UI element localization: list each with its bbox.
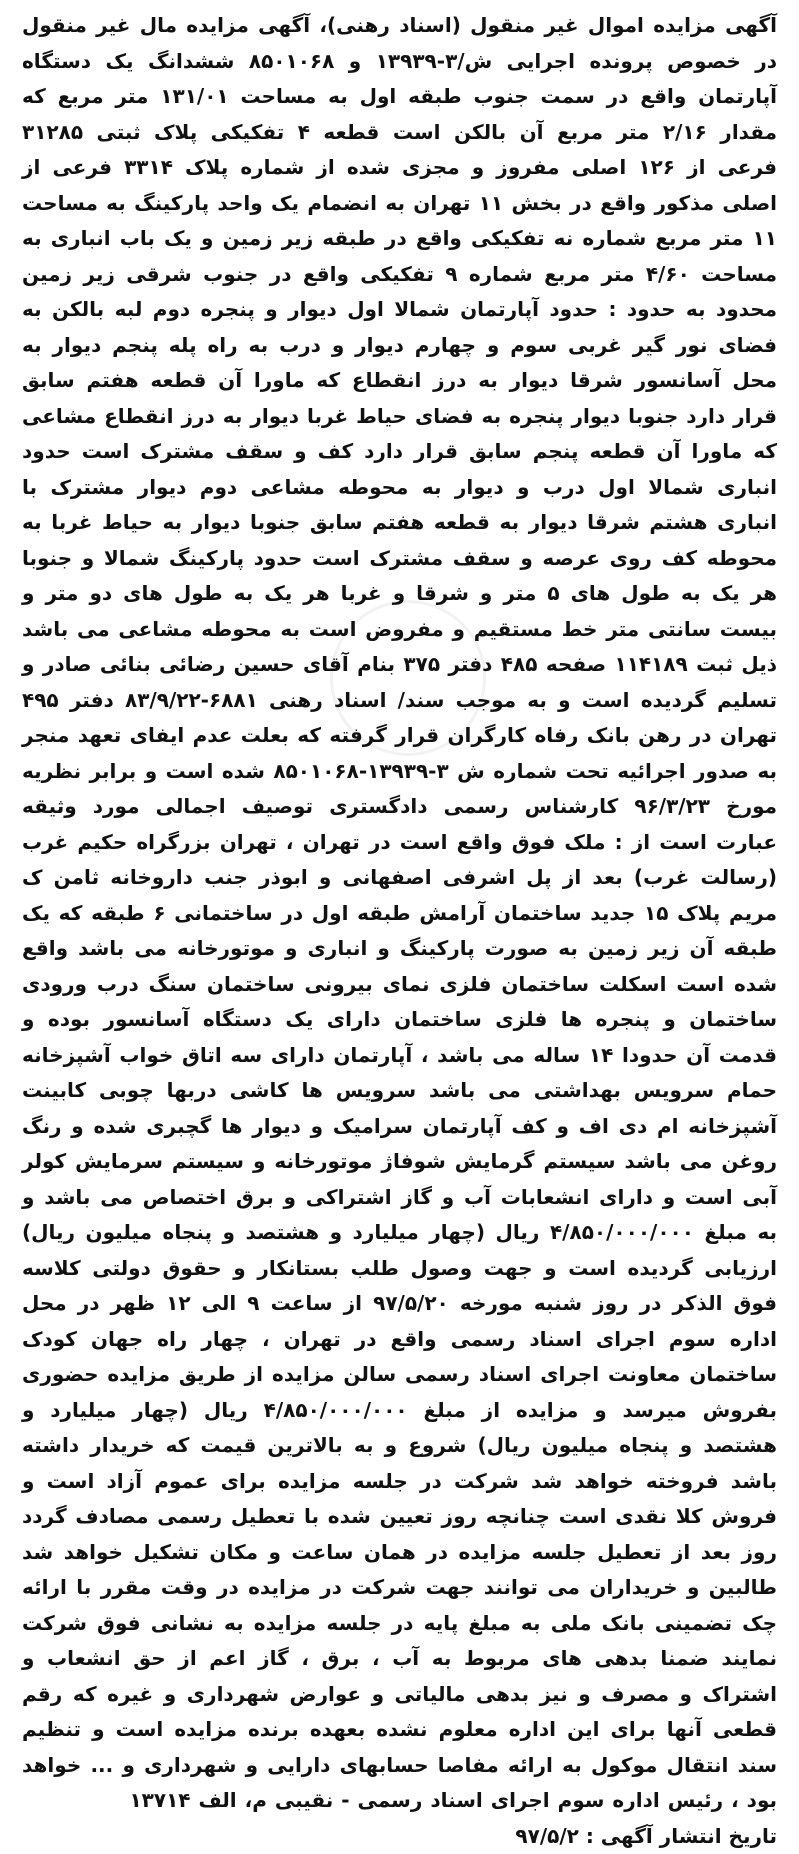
auction-notice: [22, 8, 777, 1638]
notice-body-text: آگهی مزایده اموال غیر منقول (اسناد رهنی)، آگهی مزایده مال غیر منقول در خصوص پرونده اجرایی ش/۳-۱۳۹۳۹ و ۸۵۰۱۰۶۸ ششدانگ یک دستگاه آپارتمان واقع در سمت جنوب طبقه اول به مساحت ۱۳۱/۰۱ متر مربع که مقدار ۲/۱۶ متر مربع آن بالکن است قطعه ۴ تفکیکی پلاک ثبتی ۳۱۲۸۵ فرعی از ۱۲۶ اصلی مفروز و مجزی شده از شماره پلاک ۳۳۱۴ فرعی از اصلی مذکور واقع در بخش ۱۱ تهران به انضمام یک واحد پارکینگ به مساحت ۱۱ متر مربع شماره نه تفکیکی واقع در طبقه زیر زمین و یک باب انباری به مساحت ۴/۶۰ متر مربع شماره ۹ تفکیکی واقع در جنوب شرقی زیر زمین محدود به حدود : حدود آپارتمان شمالا اول دیوار و پنجره دوم لبه بالکن به فضای نور گیر غربی سوم و چهارم دیوار و درب به راه پله پنجم دیوار به محل آسانسور شرقا دیوار به درز انقطاع که ماورا آن قطعه هفتم سابق قرار دارد جنوبا دیوار پنجره به فضای حیاط غربا دیوار به درز انقطاع مشاعی که ماورا آن قطعه پنجم سابق قرار دارد کف و سقف مشترک است حدود انباری شمالا اول درب و دیوار به محوطه مشاعی دوم دیوار مشترک با انباری هشتم شرقا دیوار به قطعه هفتم سابق جنوبا دیوار به حیاط غربا به محوطه کف روی عرصه و سقف مشترک است حدود پارکینگ شمالا و جنوبا هر یک به طول های ۵ متر و شرقا و غربا هر یک به طول های دو متر و بیست سانتی متر خط مستقیم و مفروض است به محوطه مشاعی می باشد ذیل ثبت ۱۱۴۱۸۹ صفحه ۴۸۵ دفتر ۳۷۵ بنام آقای حسین رضائی بنائی صادر و تسلیم گردیده است و به موجب سند/ اسناد رهنی ۶۸۸۱-۸۳/۹/۲۲ دفتر ۴۹۵ تهران در رهن بانک رفاه کارگران قرار گرفته که بعلت عدم ایفای تعهد منجر به صدور اجرائیه تحت شماره ش ۳-۱۳۹۳۹-۸۵۰۱۰۶۸ شده است و برابر نظریه مورخ ۹۶/۳/۲۳ کارشناس رسمی دادگستری توصیف اجمالی مورد وثیقه عبارت است از : ملک فوق واقع است در تهران ، تهران بزرگراه حکیم غرب (رسالت غرب) بعد از پل اشرفی اصفهانی و ابوذر جنب داروخانه ثامن ک مریم پلاک ۱۵ جدید ساختمان آرامش طبقه اول در ساختمانی ۶ طبقه که یک طبقه آن زیر زمین به صورت پارکینگ و انباری و موتورخانه می باشد واقع شده است اسکلت ساختمان فلزی نمای بیرونی ساختمان سنگ درب ورودی ساختمان و پنجره ها فلزی ساختمان دارای یک دستگاه آسانسور بوده و قدمت آن حدودا ۱۴ ساله می باشد ، آپارتمان دارای سه اتاق خواب آشپزخانه حمام سرویس بهداشتی می باشد سرویس ها کاشی دربها چوبی کابینت آشپزخانه ام دی اف و کف آپارتمان سرامیک و دیوار ها گچبری شده و رنگ روغن می باشد سیستم گرمایش شوفاژ موتورخانه و سیستم سرمایش کولر آبی است و دارای انشعابات آب و گاز اشتراکی و برق اختصاص می باشد و به مبلغ ۴/۸۵۰/۰۰۰/۰۰۰ ریال (چهار میلیارد و هشتصد و پنجاه میلیون ریال) ارزیابی گردیده است و جهت وصول طلب بستانکار و حقوق دولتی کلاسه فوق الذکر در روز شنبه مورخه ۹۷/۵/۲۰ از ساعت ۹ الی ۱۲ ظهر در محل اداره سوم اجرای اسناد رسمی واقع در تهران ، چهار راه جهان کودک ساختمان معاونت اجرای اسناد رسمی سالن مزایده از طریق مزایده حضوری بفروش میرسد و مزایده از مبلغ ۴/۸۵۰/۰۰۰/۰۰۰ ریال (چهار میلیارد و هشتصد و پنجاه میلیون ریال) شروع و به بالاترین قیمت که خریدار داشته باشد فروخته خواهد شد شرکت در جلسه مزایده برای عموم آزاد است و فروش کلا نقدی است چنانچه روز تعیین شده با تعطیل رسمی مصادف گردد روز بعد از تعطیل جلسه مزایده در همان ساعت و مکان تشکیل خواهد شد طالبین و خریداران می توانند جهت شرکت در مزایده در وقت مقرر با ارائه چک تضمینی بانک ملی به مبلغ پایه در جلسه مزایده به نشانی فوق شرکت نمایند ضمنا بدهی های مربوط به آب ، برق ، گاز اعم از حق انشعاب و اشتراک و مصرف و نیز بدهی مالیاتی و عوارض شهرداری و غیره که رقم قطعی آنها برای این اداره معلوم نشده بعهده برنده مزایده است و تنظیم سند انتقال موکول به ارائه مفاصا حسابهای دارایی و شهرداری و ... خواهد بود ، رئیس اداره سوم اجرای اسناد رسمی - نقیبی م، الف ۱۳۷۱۴: [22, 8, 777, 1819]
publish-date-line: [22, 1819, 777, 1854]
publish-date-value: ۹۷/۵/۲: [515, 1824, 578, 1848]
publish-date-label: تاریخ انتشار آگهی :: [586, 1824, 777, 1848]
